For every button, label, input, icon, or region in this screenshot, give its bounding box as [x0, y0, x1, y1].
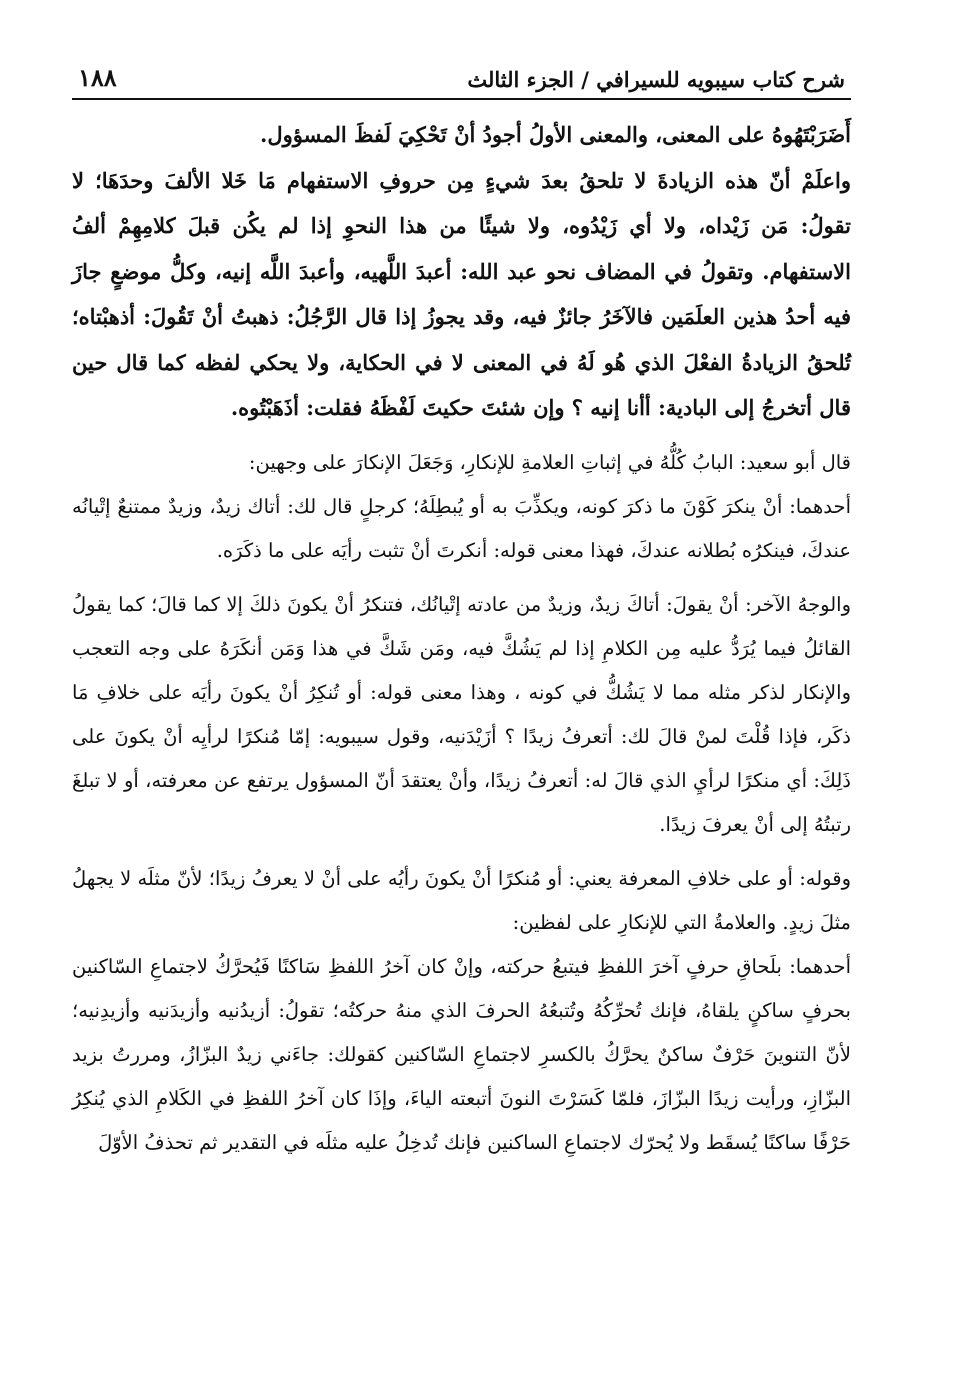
page-number: ١٨٨	[78, 63, 117, 92]
page-body	[72, 112, 851, 1165]
running-header	[72, 52, 851, 100]
paragraph: أَضَرَبْتَهُوهُ على المعنى، والمعنى الأولُ أجودُ أنْ تَحْكِيَ لَفظَ المسؤول.	[260, 122, 851, 147]
paragraph: أحدهما: بلَحاقِ حرفٍ آخرَ اللفظِ فيتبعُ حركته، وإنْ كان آخرُ اللفظِ سَاكنًا فَيُحرَّكُ لاجتماعِ السّاكنين بحرفٍ ساكنٍ يلقاهُ، فإنك تُحرِّكُهُ وتُتبعُهُ الحرفَ الذي منهُ حركتُه؛ تقولُ: أزيدُنيه وأزيدَنيه وأزيدِنيه؛ لأنّ التنوينَ حَرْفٌ ساكنٌ يحرَّكُ بالكسرِ لاجتماعِ السّاكنين كقولك: جاءَني زيدٌ البزّازُ، ومررتُ بزيد البزّازِ، ورأيت زيدًا البزّازَ، فلمّا كَسَرْتَ النونَ أتبعته الياءَ، وإذَا كان آخرُ اللفظِ في الكَلامِ الذي يُنكِرُ حَرْفًا ساكنًا يُسقَط ولا يُحرّك لاجتماعِ الساكنين فإنك تُدخِلُ عليه مثلَه في التقدير ثم تحذفُ الأوّلَ	[72, 954, 851, 1154]
paragraph: والوجهُ الآخر: أنْ يقولَ: أتاكَ زيدٌ، وزيدٌ من عادته إتْيانُك، فتنكرُ أنْ يكونَ ذلكَ إلا كما قالَ؛ كما يقولُ القائلُ فيما يُرَدُّ عليه مِن الكلامِ إذا لم يَشُكَّ فيه، ومَن شَكَّ في هذا وَمَن أنكَرَهُ على وجه التعجب والإنكار لذكر مثله مما لا يَشُكُّ في كونه ، وهذا معنى قوله: أو تُنكِرُ أنْ يكونَ رأيَه على خلافِ مَا ذكَر، فإذا قُلْتَ لمنْ قالَ لك: أتعرفُ زيدًا ؟ أزَيْدَنيه، وقول سيبويه: إمّا مُنكرًا لرأيِه أنْ يكونَ على ذَلِكَ: أي منكرًا لرأيِ الذي قالَ له: أتعرفُ زيدًا، وأنْ يعتقدَ أنّ المسؤول يرتفع عن معرفته، أو لا تبلغَ رتبتُهُ إلى أنْ يعرفَ زيدًا.	[72, 592, 851, 836]
paragraph-gap	[72, 847, 851, 857]
paragraph-gap	[72, 431, 851, 441]
header-title: شرح كتاب سيبويه للسيرافي / الجزء الثالث	[467, 67, 845, 92]
paragraph: أحدهما: أنْ ينكرَ كَوْنَ ما ذكرَ كونه، ويكذِّبَ به أو يُبطِلَهُ؛ كرجلٍ قال لك: أتاك زيدٌ، وزيدٌ ممتنعٌ إتْيانُه عندكَ، فينكرُه بُطلانه عندكَ، فهذا معنى قوله: أنكرتَ أنْ تثبت رأيَه على ما ذكَرَه.	[72, 494, 851, 562]
paragraph: قال أبو سعيد: البابُ كُلُّهُ في إثباتِ العلامةِ للإنكارِ، وَجَعَلَ الإنكارَ على وجهين:	[248, 450, 851, 474]
paragraph-gap	[72, 573, 851, 583]
paragraph: واعلَمْ أنّ هذه الزيادةَ لا تلحقُ بعدَ شيءٍ مِن حروفِ الاستفهام مَا خَلا الألفَ وحدَهَا؛ لا تقولُ: مَن زَيْداه، ولا أي زَيْدُوه، ولا شيئًا من هذا النحوِ إذا لم يكُن قبلَ كلامِهِمْ ألفُ الاستفهام. وتقولُ في المضاف نحو عبد الله: أعبدَ اللَّهيه، وأعبدَ اللَّه إنيه، وكلُّ موضعٍ جازَ فيه أحدُ هذين العلَمَين فالآخَرُ جائزٌ فيه، وقد يجوزُ إذا قال الرَّجُلُ: ذهبتُ أنْ تَقُولَ: أذهبْتاه؛ تُلحقُ الزيادةُ الفعْلَ الذي هُو لَهُ في المعنى لا في الحكاية، ولا يحكي لفظه كما قال حين قال أتخرجُ إلى البادية: أأنا إنيه ؟ وإن شئتَ حكيتَ لَفْظَهُ فقلت: أذَهَبْتُوه.	[72, 167, 851, 420]
paragraph: وقوله: أو على خلافِ المعرفة يعني: أو مُنكرًا أنْ يكونَ رأيُه على أنْ لا يعرفُ زيدًا؛ لأنّ مثلَه لا يجهلُ مثلَ زيدٍ. والعلامةُ التي للإنكارِ على لفظين:	[72, 866, 851, 934]
